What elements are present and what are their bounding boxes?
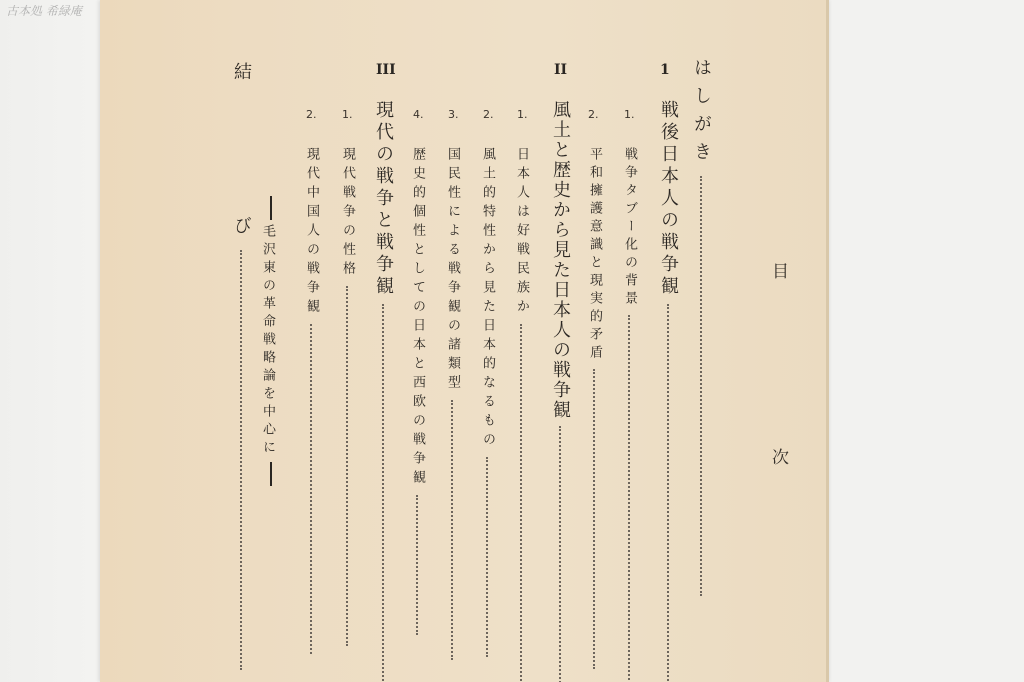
toc-entry-hashigaki[interactable] (688, 58, 714, 682)
toc-title-char-2: 次 (768, 448, 788, 465)
book-page (100, 0, 826, 682)
toc-entry-hashigaki-label: はしがき (691, 58, 712, 170)
toc-entry-conclusion-label: 結び (231, 62, 252, 370)
em-dash-start (270, 196, 272, 220)
toc-item-2-3-number: 3. (448, 108, 459, 121)
page-edge (826, 0, 829, 682)
toc-section-1-label: 戦後日本人の戦争観 (658, 100, 679, 298)
toc-item-2-1-number: 1. (517, 108, 528, 121)
dotted-leader (559, 426, 561, 682)
toc-item-1-1-number: 1. (624, 108, 635, 121)
dotted-leader (240, 250, 242, 670)
toc-item-1-2[interactable] (585, 147, 604, 682)
toc-item-2-4[interactable] (408, 147, 427, 682)
dotted-leader (346, 286, 348, 646)
toc-item-2-2-number: 2. (483, 108, 494, 121)
dotted-leader (593, 369, 595, 669)
toc-item-3-1-label: 現代戦争の性格 (340, 147, 355, 280)
toc-item-1-2-number: 2. (588, 108, 599, 121)
toc-item-2-4-label: 歴史的個性としての日本と西欧の戦争観 (410, 147, 425, 489)
dotted-leader (520, 324, 522, 682)
dotted-leader (486, 457, 488, 657)
toc-section-1[interactable] (655, 100, 681, 682)
dotted-leader (310, 324, 312, 654)
toc-item-1-1[interactable] (620, 147, 639, 682)
dotted-leader (700, 176, 702, 596)
toc-title-char-1: 目 (768, 262, 788, 279)
toc-section-3-label: 現代の戦争と戦争観 (373, 100, 394, 298)
toc-item-2-3[interactable] (443, 147, 462, 682)
toc-item-2-2-label: 風土的特性から見た日本的なるもの (480, 147, 495, 451)
toc-section-3[interactable] (370, 100, 396, 682)
toc-item-2-1-label: 日本人は好戦民族か (514, 147, 529, 318)
dotted-leader (416, 495, 418, 635)
section-2-number: II (554, 62, 568, 78)
toc-item-3-1-number: 1. (342, 108, 353, 121)
watermark: 古本処 希緑庵 (6, 4, 82, 18)
dotted-leader (667, 304, 669, 682)
toc-item-2-4-number: 4. (413, 108, 424, 121)
toc-section-3-subtitle (258, 196, 277, 636)
toc-item-3-2-label: 現代中国人の戦争観 (304, 147, 319, 318)
toc-item-2-1[interactable] (512, 147, 531, 682)
toc-section-2-label: 風土と歴史から見た日本人の戦争観 (550, 100, 571, 420)
dotted-leader (628, 315, 630, 682)
em-dash-end (270, 462, 272, 486)
toc-item-3-2-number: 2. (306, 108, 317, 121)
dotted-leader (451, 400, 453, 660)
toc-section-2[interactable] (547, 100, 573, 682)
section-3-number: III (376, 62, 396, 78)
toc-entry-conclusion[interactable] (228, 62, 254, 682)
toc-item-2-3-label: 国民性による戦争観の諸類型 (445, 147, 460, 394)
toc-item-1-1-label: 戦争タブー化の背景 (622, 147, 637, 309)
toc-section-3-subtitle-text: 毛沢東の革命戦略論を中心に (260, 224, 275, 458)
toc-item-3-1[interactable] (338, 147, 357, 682)
toc-item-3-2[interactable] (302, 147, 321, 682)
dotted-leader (382, 304, 384, 682)
toc-item-1-2-label: 平和擁護意識と現実的矛盾 (587, 147, 602, 363)
toc-item-2-2[interactable] (478, 147, 497, 682)
hashigaki-number: 1 (660, 62, 670, 78)
